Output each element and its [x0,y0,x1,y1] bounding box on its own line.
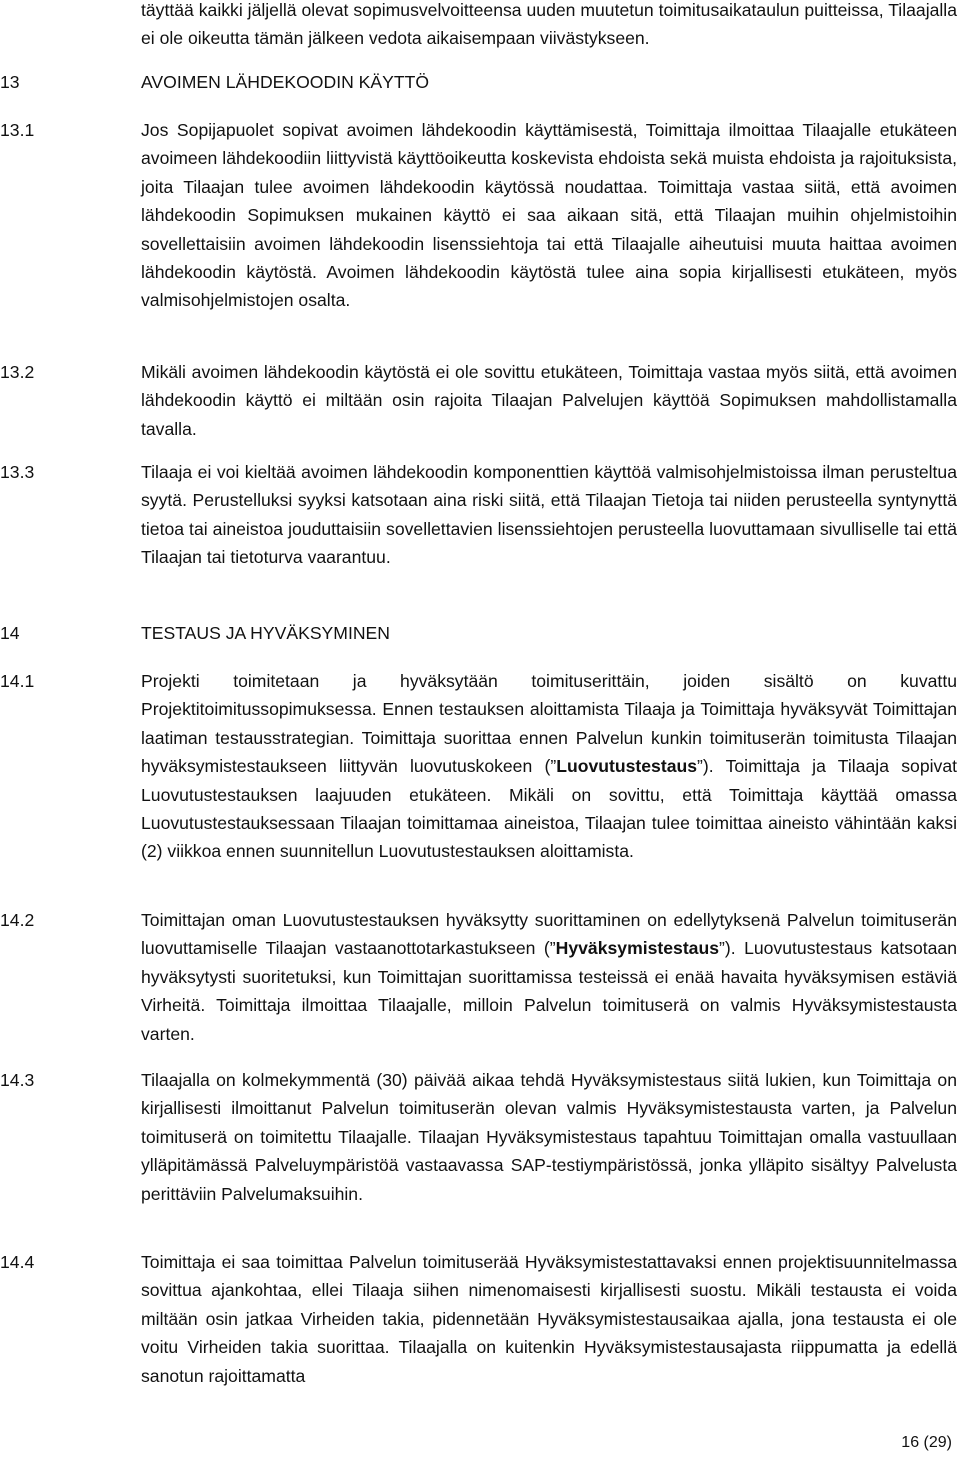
clause-text: Jos Sopijapuolet sopivat avoimen lähdekoodin käyttämisestä, Toimittaja ilmoittaa Tilaajalle etukäteen avoimeen lähdekoodiin liittyvistä käyttöoikeutta koskevista ehdoista sekä muista ehdoista ja rajoituksista, joita Tilaajan tulee avoimen lähdekoodin käytössä noudattaa. Toimittaja vastaa siitä, että avoimen lähdekoodin Sopimuksen mukainen käyttö ei saa aikaan sitä, että Tilaajan muihin ohjelmistoihin sovellettaisiin avoimen lähdekoodin lisenssiehtoja tai että Tilaajalle aiheutuisi muuta haittaa avoimen lähdekoodin käytöstä. Avoimen lähdekoodin käytöstä tulee aina sopia kirjallisesti etukäteen, myös valmisohjelmistojen osalta. [141,120,957,311]
clause-text: Tilaaja ei voi kieltää avoimen lähdekoodin komponenttien käyttöä valmisohjelmistoissa ilman perusteltua syytä. Perustelluksi syyksi katsotaan aina riski siitä, että Tilaajan Tietoja tai niiden perusteella syntynyttä tietoa tai aineistoa jouduttaisiin sovellettavien lisenssiehtojen perusteella luovuttamaan sivulliselle tai että Tilaajan tai tietoturva vaarantuu. [141,462,957,568]
clause-number: 14.2 [0,910,35,930]
clause-text: Projekti toimitetaan ja hyväksytään toimituserittäin, joiden sisältö on kuvattu Projektitoimitussopimuksessa. Ennen testauksen aloittamista Tilaaja ja Toimittaja hyväksyvät Toimittajan laatiman testausstrategian. Toimittaja suorittaa ennen Palvelun kunkin toimituserän toimitusta Tilaajan hyväksymistestaukseen liittyvän luovutuskokeen (”Luovutustestaus”). Toimittaja ja Tilaaja sopivat Luovutustestauksen laajuuden etukäteen. Mikäli on sovittu, että Toimittaja käyttää omassa Luovutustestauksessaan Tilaajan toimittamaa aineistoa, Tilaajan tulee toimittaa aineisto vähintään kaksi (2) viikkoa ennen suunnitellun Luovutustestauksen aloittamista. [141,671,957,862]
clause-number: 14.3 [0,1070,35,1090]
page-number: 16 (29) [901,1434,952,1451]
clause-number: 13.2 [0,362,35,382]
clause-text: Toimittajan oman Luovutustestauksen hyväksytty suorittaminen on edellytyksenä Palvelun toimituserän luovuttamiselle Tilaajan vastaanottotarkastukseen (”Hyväksymistestaus”). Luovutustestaus katsotaan hyväksytysti suoritetuksi, kun Toimittajan suorittamissa testeissä ei enää havaita hyväksymisen estäviä Virheitä. Toimittaja ilmoittaa Tilaajalle, milloin Palvelun toimituserä on valmis Hyväksymistestausta varten. [141,910,957,1044]
clause-number: 13.3 [0,462,35,482]
clause-text: Toimittaja ei saa toimittaa Palvelun toimituserää Hyväksymistestattavaksi ennen projektisuunnitelmassa sovittua ajankohtaa, ellei Tilaaja siihen nimenomaisesti kirjallisesti suostu. Mikäli testausta ei voida miltään osin jatkaa Virheiden takia, pidennetään Hyväksymistestausaikaa ajalla, jona testausta ei ole voitu Virheiden takia suorittaa. Tilaajalla on kuitenkin Hyväksymistestausajasta riippumatta ja edellä sanotun rajoittamatta [141,1252,957,1386]
defined-term: Hyväksymistestaus [555,938,719,959]
clause-text: Tilaajalla on kolmekymmentä (30) päivää aikaa tehdä Hyväksymistestaus siitä lukien, kun Toimittaja on kirjallisesti ilmoittanut Palvelun toimituserän olevan valmis Hyväksymistestausta varten, ja Palvelun toimituserä on toimitettu Tilaajalle. Tilaajan Hyväksymistestaus tapahtuu Toimittajan omalla vastuullaan ylläpitämässä Palveluympäristöä vastaavassa SAP-testiympäristössä, jonka ylläpito sisältyy Palvelusta perittäviin Palvelumaksuihin. [141,1070,957,1204]
clause-text: Mikäli avoimen lähdekoodin käytöstä ei ole sovittu etukäteen, Toimittaja vastaa myös siitä, että avoimen lähdekoodin käyttö ei miltään osin rajoita Tilaajan Palvelujen käyttöä Sopimuksen mahdollistamalla tavalla. [141,362,957,439]
clause-number: 14.4 [0,1252,35,1272]
section-number: 14 [0,623,20,643]
continued-paragraph: täyttää kaikki jäljellä olevat sopimusvelvoitteensa uuden muutetun toimitusaikataulun puitteissa, Tilaajalla ei ole oikeutta tämän jälkeen vedota aikaisempaan viivästykseen. [141,0,957,49]
clause-number: 13.1 [0,120,35,140]
defined-term: Luovutustestaus [556,756,698,777]
clause-number: 14.1 [0,671,35,691]
section-title: TESTAUS JA HYVÄKSYMINEN [141,623,390,643]
section-number: 13 [0,72,20,92]
section-title: AVOIMEN LÄHDEKOODIN KÄYTTÖ [141,72,430,92]
